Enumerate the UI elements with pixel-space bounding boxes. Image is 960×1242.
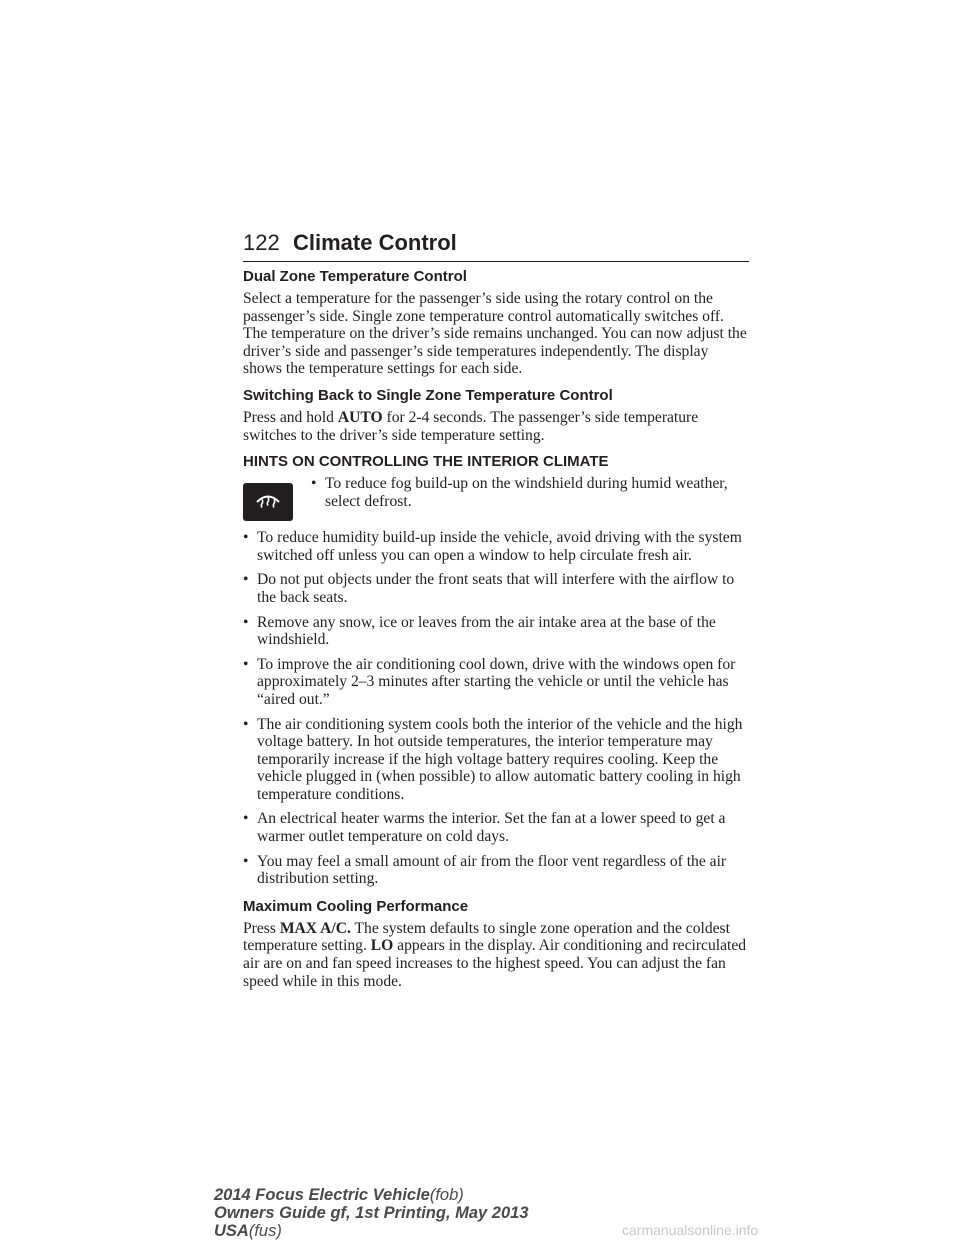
defrost-hint-list <box>311 475 749 510</box>
max-ac-key-label: MAX A/C. <box>279 919 351 937</box>
section-heading-hints: HINTS ON CONTROLLING THE INTERIOR CLIMATE <box>243 453 609 471</box>
switch-back-paragraph <box>243 409 749 444</box>
switch-back-text-pre: Press and hold <box>243 408 338 426</box>
list-item: • Remove any snow, ice or leaves from the air intake area at the base of the windshield. <box>243 614 749 649</box>
footer-vehicle: 2014 Focus Electric Vehicle <box>214 1186 430 1204</box>
auto-key-label: AUTO <box>337 408 383 426</box>
footer-line-3 <box>214 1222 529 1240</box>
footer-market-tag: (fus) <box>248 1222 282 1240</box>
footer-market: USA <box>214 1222 249 1240</box>
max-cooling-text-3: appears in the display. Air conditioning and recirculated air are on and fan speed increases to the highest speed. You can adjust the fan speed while in this mode. <box>243 937 747 990</box>
page-header <box>243 229 749 262</box>
max-cooling-text-2: The system defaults to single zone operation and the coldest temperature setting. <box>243 919 730 955</box>
list-item: • You may feel a small amount of air from the floor vent regardless of the air distribution setting. <box>243 853 749 888</box>
dual-zone-paragraph: Select a temperature for the passenger’s side using the rotary control on the passenger’s side. Single zone temperature control automatically switches off. The temperature on the driver’s side remains unchanged. You can now adjust the driver’s side and passenger’s side temperatures independently. The display shows the temperature settings for each side. <box>243 290 747 378</box>
lo-key-label: LO <box>370 937 394 955</box>
max-cooling-text-1: Press <box>243 919 280 937</box>
footer-vehicle-tag: (fob) <box>429 1186 464 1204</box>
section-heading-max-cooling: Maximum Cooling Performance <box>243 897 469 915</box>
section-heading-dual-zone: Dual Zone Temperature Control <box>243 268 467 285</box>
defrost-hint-block <box>243 475 749 523</box>
switch-back-text-post: for 2-4 seconds. The passenger’s side temperature switches to the driver’s side temperature setting. <box>243 408 699 444</box>
footer-line-2: Owners Guide gf, 1st Printing, May 2013 <box>214 1204 529 1222</box>
list-item: • Do not put objects under the front seats that will interfere with the airflow to the back seats. <box>243 571 749 606</box>
list-item: • The air conditioning system cools both the interior of the vehicle and the high voltage battery. In hot outside temperatures, the interior temperature may temporarily increase if the high voltage battery requires cooling. Keep the vehicle plugged in (when possible) to allow automatic battery cooling in high temperature conditions. <box>243 716 749 804</box>
page-number: 122 <box>243 230 280 255</box>
hints-list <box>243 529 749 888</box>
chapter-title: Climate Control <box>293 230 457 255</box>
section-heading-switch-back: Switching Back to Single Zone Temperature Control <box>243 386 613 404</box>
list-item: • To improve the air conditioning cool down, drive with the windows open for approximately 2–3 minutes after starting the vehicle or until the vehicle has “aired out.” <box>243 656 749 709</box>
defrost-icon <box>243 483 293 521</box>
list-item: • An electrical heater warms the interior. Set the fan at a lower speed to get a warmer outlet temperature on cold days. <box>243 810 749 845</box>
document-footer <box>214 1186 529 1240</box>
page-content <box>243 268 749 999</box>
list-item: • To reduce humidity build-up inside the vehicle, avoid driving with the system switched off unless you can open a window to help circulate fresh air. <box>243 529 749 564</box>
max-cooling-paragraph <box>243 920 749 990</box>
watermark: carmanualsonline.info <box>622 1222 759 1238</box>
footer-line-1 <box>214 1186 529 1204</box>
list-item: • To reduce fog build-up on the windshield during humid weather, select defrost. <box>311 475 749 510</box>
